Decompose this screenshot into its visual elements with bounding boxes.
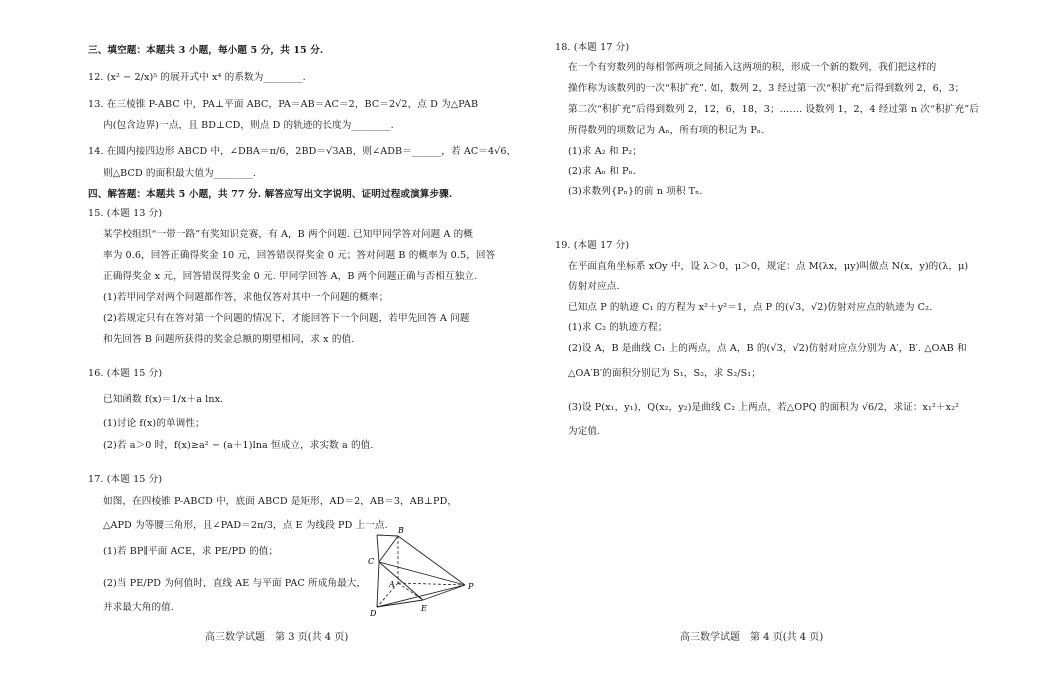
text-line: (2)设 A，B 是曲线 C₁ 上的两点，点 A，B 的(√3，√2)仿射对应点分别为 A′，B′. △OAB 和 xyxy=(568,343,967,354)
vertex-label-d: D xyxy=(370,609,377,617)
text-line: 则△BCD 的面积最大值为________. xyxy=(103,168,257,179)
text-line: 12. (x² − 2/x)⁵ 的展开式中 x⁴ 的系数为________. xyxy=(88,72,306,83)
text-line: 为定值. xyxy=(568,426,601,437)
text-line: 所得数列的项数记为 Aₙ，所有项的积记为 Pₙ. xyxy=(568,125,765,136)
text-line: 内(包含边界)一点，且 BD⊥CD，则点 D 的轨迹的长度为________. xyxy=(103,120,394,131)
text-line: 如图，在四棱锥 P-ABCD 中，底面 ABCD 是矩形，AD＝2，AB＝3，AB⊥PD， xyxy=(103,496,458,507)
vertex-label-e: E xyxy=(421,604,427,613)
text-line: 仿射对应点. xyxy=(568,281,620,292)
text-line: 正确得奖金 x 元，回答错误得奖金 0 元. 甲同学回答 A，B 两个问题正确与否相互独立. xyxy=(103,271,478,282)
text-line: (1)若甲同学对两个问题都作答，求他仅答对其中一个问题的概率； xyxy=(103,292,389,303)
text-line: (3)设 P(x₁，y₁)，Q(x₂，y₂)是曲线 C₂ 上两点，若△OPQ 的面积为 √6/2，求证：x₁²＋x₂² xyxy=(568,402,960,413)
text-line: 并求最大角的值. xyxy=(103,602,175,613)
text-line: 14. 在圆内接四边形 ABCD 中，∠DBA＝π/6，2BD＝√3AB，则∠ADB＝______，若 AC＝4√6， xyxy=(88,146,517,157)
page-4-footer: 高三数学试题 第 4 页(共 4 页) xyxy=(680,632,824,643)
text-line: 15. (本题 13 分) xyxy=(88,208,163,219)
text-line: (2)求 Aₙ 和 Pₙ. xyxy=(568,166,636,177)
text-line: (3)求数列{Pₙ}的前 n 项积 Tₙ. xyxy=(568,186,703,197)
text-line: (2)当 PE/PD 为何值时，直线 AE 与平面 PAC 所成角最大， xyxy=(103,578,367,589)
text-line: 已知点 P 的轨迹 C₁ 的方程为 x²＋y²＝1，点 P 的(√3，√2)仿射对应点的轨迹为 C₂. xyxy=(568,302,933,313)
text-line: 操作称为该数列的一次“积扩充”. 如，数列 2，3 经过第一次“积扩充”后得到数列 2，6，3； xyxy=(568,83,965,94)
text-line: (1)讨论 f(x)的单调性； xyxy=(103,418,205,429)
text-line: 率为 0.6，回答正确得奖金 10 元，回答错误得奖金 0 元；答对问题 B 的概率为 0.5，回答 xyxy=(103,250,496,261)
text-line: 16. (本题 15 分) xyxy=(88,368,163,379)
page-4 xyxy=(530,0,1051,693)
vertex-label-p: P xyxy=(468,582,474,591)
text-line: 第二次“积扩充”后得到数列 2，12，6，18，3；……. 设数列 1，2，4 经过第 n 次“积扩充”后 xyxy=(568,104,979,115)
text-line: 三、填空题：本题共 3 小题，每小题 5 分，共 15 分. xyxy=(88,45,324,56)
text-line: (2)若 a＞0 时，f(x)≥a² − (a＋1)lna 恒成立，求实数 a 的值. xyxy=(103,440,374,451)
text-line: 已知函数 f(x)＝1/x＋a lnx. xyxy=(103,394,224,405)
text-line: 在平面直角坐标系 xOy 中，设 λ＞0，μ＞0，规定：点 M(λx，μy)叫做点 N(x，y)的(λ，μ) xyxy=(568,261,969,272)
text-line: (1)求 C₂ 的轨迹方程； xyxy=(568,322,668,333)
text-line: 和先回答 B 问题所获得的奖金总额的期望相同，求 x 的值. xyxy=(103,334,355,345)
text-line: 13. 在三棱锥 P-ABC 中，PA⊥平面 ABC，PA＝AB＝AC＝2，BC＝2√2，点 D 为△PAB xyxy=(88,99,479,110)
text-line: 17. (本题 15 分) xyxy=(88,474,163,485)
text-line: △OA′B′的面积分别记为 S₁，S₂，求 S₂/S₁； xyxy=(568,368,761,379)
text-line: 四、解答题：本题共 5 小题，共 77 分. 解答应写出文字说明、证明过程或演算步骤. xyxy=(88,189,453,200)
page-3-footer: 高三数学试题 第 3 页(共 4 页) xyxy=(205,632,349,643)
text-line: (1)求 A₂ 和 P₂； xyxy=(568,146,642,157)
vertex-label-a: A xyxy=(389,580,395,589)
text-line: 19. (本题 17 分) xyxy=(555,240,630,251)
text-line: (1)若 BP∥平面 ACE，求 PE/PD 的值； xyxy=(103,546,279,557)
vertex-label-b: B xyxy=(398,527,404,535)
text-line: 某学校组织“一带一路”有奖知识竞赛，有 A，B 两个问题. 已知甲同学答对问题 A 的概 xyxy=(103,229,474,240)
vertex-label-c: C xyxy=(368,557,375,566)
text-line: 18. (本题 17 分) xyxy=(555,42,630,53)
text-line: (2)若规定只有在答对第一个问题的情况下，才能回答下一个问题，若甲先回答 A 问题 xyxy=(103,313,470,324)
pyramid-figure xyxy=(365,527,480,617)
text-line: △APD 为等腰三角形，且∠PAD＝2π/3，点 E 为线段 PD 上一点. xyxy=(103,520,388,531)
text-line: 在一个有穷数列的每相邻两项之间插入这两项的积，形成一个新的数列，我们把这样的 xyxy=(568,62,937,73)
